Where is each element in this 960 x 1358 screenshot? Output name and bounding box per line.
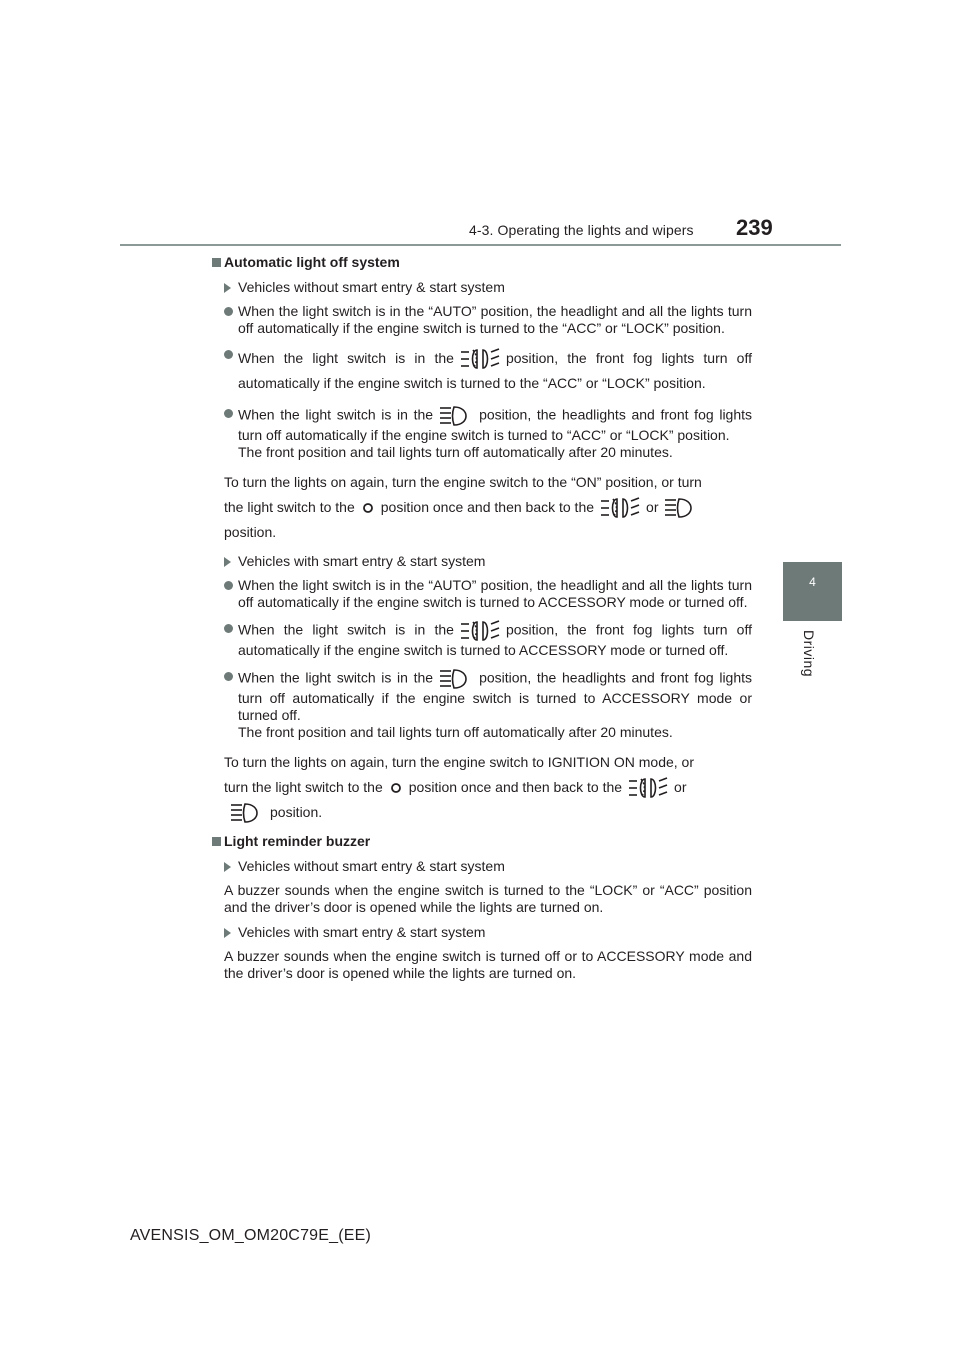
circle-bullet-icon <box>224 668 238 741</box>
circle-bullet-icon <box>224 346 238 396</box>
list-item: When the light switch is in the position, the headlights and front fog lights turn off automatically if the engine switch is turned to “ACC” or “LOCK” position. The front position and tail lights turn off automatically after 20 minutes. <box>212 405 752 461</box>
header-divider <box>120 244 841 246</box>
headlight-icon <box>230 802 264 824</box>
circle-bullet-icon <box>224 303 238 337</box>
variant-label: Vehicles with smart entry & start system <box>212 553 752 571</box>
list-item: When the light switch is in the “AUTO” position, the headlight and all the lights turn off automatically if the engine switch is turned to ACCESSORY mode or turned off. <box>212 577 752 611</box>
off-position-icon <box>389 781 403 795</box>
section-heading: Light reminder buzzer <box>212 833 752 850</box>
list-item: When the light switch is in the position, the front fog lights turn off automatically if the engine switch is turned to ACCESSORY mode or turned off. <box>212 620 752 659</box>
paragraph: A buzzer sounds when the engine switch is turned to the “LOCK” or “ACC” position and the driver’s door is opened while the lights are turned on. <box>224 882 752 915</box>
square-bullet-icon <box>212 254 224 271</box>
front-fog-light-icon <box>600 497 640 519</box>
circle-bullet-icon <box>224 405 238 461</box>
headlight-icon <box>439 405 473 427</box>
front-fog-light-icon <box>628 777 668 799</box>
circle-bullet-icon <box>224 620 238 659</box>
list-item: When the light switch is in the position, the front fog lights turn off automatically if the engine switch is turned to the “ACC” or “LOCK” position. <box>212 346 752 396</box>
square-bullet-icon <box>212 833 224 850</box>
triangle-bullet-icon <box>224 553 238 571</box>
paragraph: To turn the lights on again, turn the engine switch to IGNITION ON mode, or turn the light switch to the position once and then back to the or position. <box>212 750 752 825</box>
variant-label: Vehicles with smart entry & start system <box>212 924 752 942</box>
triangle-bullet-icon <box>224 858 238 876</box>
section-title: 4-3. Operating the lights and wipers <box>469 222 694 238</box>
page-number: 239 <box>736 215 773 240</box>
variant-label: Vehicles without smart entry & start system <box>212 858 752 876</box>
circle-bullet-icon <box>224 577 238 611</box>
list-item: When the light switch is in the position, the headlights and front fog lights turn off automatically if the engine switch is turned to ACCESSORY mode or turned off. The front position and tail lights turn off automatically after 20 minutes. <box>212 668 752 741</box>
page-header <box>0 0 960 250</box>
paragraph: A buzzer sounds when the engine switch is turned off or to ACCESSORY mode and the driver’s door is opened while the lights are turned on. <box>224 948 752 981</box>
chapter-tab <box>783 562 842 621</box>
front-fog-light-icon <box>460 620 500 642</box>
off-position-icon <box>361 501 375 515</box>
paragraph: To turn the lights on again, turn the engine switch to the “ON” position, or turn the light switch to the position once and then back to the or position. <box>224 474 702 540</box>
chapter-label: Driving <box>801 630 817 678</box>
headlight-icon <box>439 668 473 690</box>
triangle-bullet-icon <box>224 924 238 942</box>
list-item: When the light switch is in the “AUTO” position, the headlight and all the lights turn off automatically if the engine switch is turned to the “ACC” or “LOCK” position. <box>212 303 752 337</box>
triangle-bullet-icon <box>224 279 238 297</box>
page-content <box>212 254 752 990</box>
variant-label: Vehicles without smart entry & start system <box>212 279 752 297</box>
front-fog-light-icon <box>460 348 500 370</box>
chapter-number: 4 <box>809 575 816 589</box>
document-code: AVENSIS_OM_OM20C79E_(EE) <box>130 1227 372 1244</box>
headlight-icon <box>664 497 698 519</box>
section-heading: Automatic light off system <box>212 254 752 271</box>
